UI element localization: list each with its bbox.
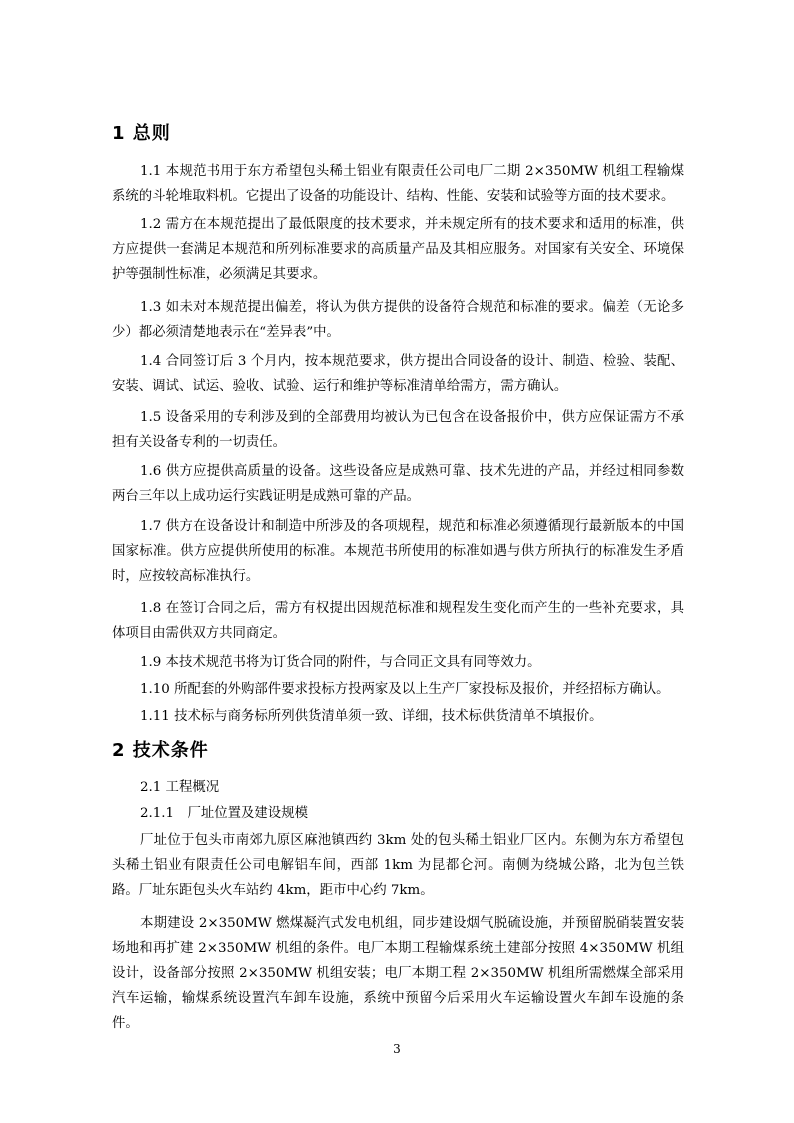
paragraph-1-1: 1.1 本规范书用于东方希望包头稀土铝业有限责任公司电厂二期 2×350MW 机组工程输煤系统的斗轮堆取料机。它提出了设备的功能设计、结构、性能、安装和试验等方面的技术要求。 [112,164,684,204]
paragraph-1-10: 1.10 所配套的外购部件要求投标方投两家及以上生产厂家投标及报价，并经招标方确认。 [140,682,670,697]
paragraph-1-2: 1.2 需方在本规范提出了最低限度的技术要求，并未规定所有的技术要求和适用的标准，供方应提供一套满足本规范和所列标准要求的高质量产品及其相应服务。对国家有关安全、环境保护等强制性标准，必须满足其要求。 [112,217,684,282]
paragraph-site-location: 厂址位于包头市南郊九原区麻池镇西约 3km 处的包头稀土铝业厂区内。东侧为东方希望包头稀土铝业有限责任公司电解铝车间，西部 1km 为昆都仑河。南侧为绕城公路，北为包兰铁路。厂址东距包头火车站约 4km，距市中心约 7km。 [112,833,684,898]
paragraph-construction-scale: 本期建设 2×350MW 燃煤凝汽式发电机组，同步建设烟气脱硫设施，并预留脱硝装置安装场地和再扩建 2×350MW 机组的条件。电厂本期工程输煤系统土建部分按照 4×350MW 机组设计，设备部分按照 2×350MW 机组安装；电厂本期工程 2×350MW 机组所需燃煤全部采用汽车运输，输煤系统设置汽车卸车设施，系统中预留今后采用火车运输设置火车卸车设施的条件。 [112,916,684,1031]
subsection-2-1-1: 2.1.1 厂址位置及建设规模 [140,806,308,821]
paragraph-1-11: 1.11 技术标与商务标所列供货清单须一致、详细，技术标供货清单不填报价。 [140,709,603,724]
paragraph-1-4: 1.4 合同签订后 3 个月内，按本规范要求，供方提出合同设备的设计、制造、检验、装配、安装、调试、试运、验收、试验、运行和维护等标准清单给需方，需方确认。 [112,354,684,394]
paragraph-1-8: 1.8 在签订合同之后，需方有权提出因规范标准和规程发生变化而产生的一些补充要求，具体项目由需供双方共同商定。 [112,601,684,641]
page-number: 3 [393,1042,401,1056]
paragraph-1-7: 1.7 供方在设备设计和制造中所涉及的各项规程，规范和标准必须遵循现行最新版本的中国国家标准。供方应提供所使用的标准。本规范书所使用的标准如遇与供方所执行的标准发生矛盾时，应按较高标准执行。 [112,519,684,584]
section-title-general: 1 总则 [112,123,171,144]
paragraph-1-6: 1.6 供方应提供高质量的设备。这些设备应是成熟可靠、技术先进的产品，并经过相同参数两台三年以上成功运行实践证明是成熟可靠的产品。 [112,464,684,504]
subsection-2-1: 2.1 工程概况 [140,780,220,795]
paragraph-1-5: 1.5 设备采用的专利涉及到的全部费用均被认为已包含在设备报价中，供方应保证需方不承担有关设备专利的一切责任。 [112,410,684,450]
paragraph-1-3: 1.3 如未对本规范提出偏差，将认为供方提供的设备符合规范和标准的要求。偏差（无论多少）都必须清楚地表示在“差异表”中。 [112,300,684,340]
paragraph-1-9: 1.9 本技术规范书将为订货合同的附件，与合同正文具有同等效力。 [140,655,541,670]
section-title-technical: 2 技术条件 [112,740,209,761]
